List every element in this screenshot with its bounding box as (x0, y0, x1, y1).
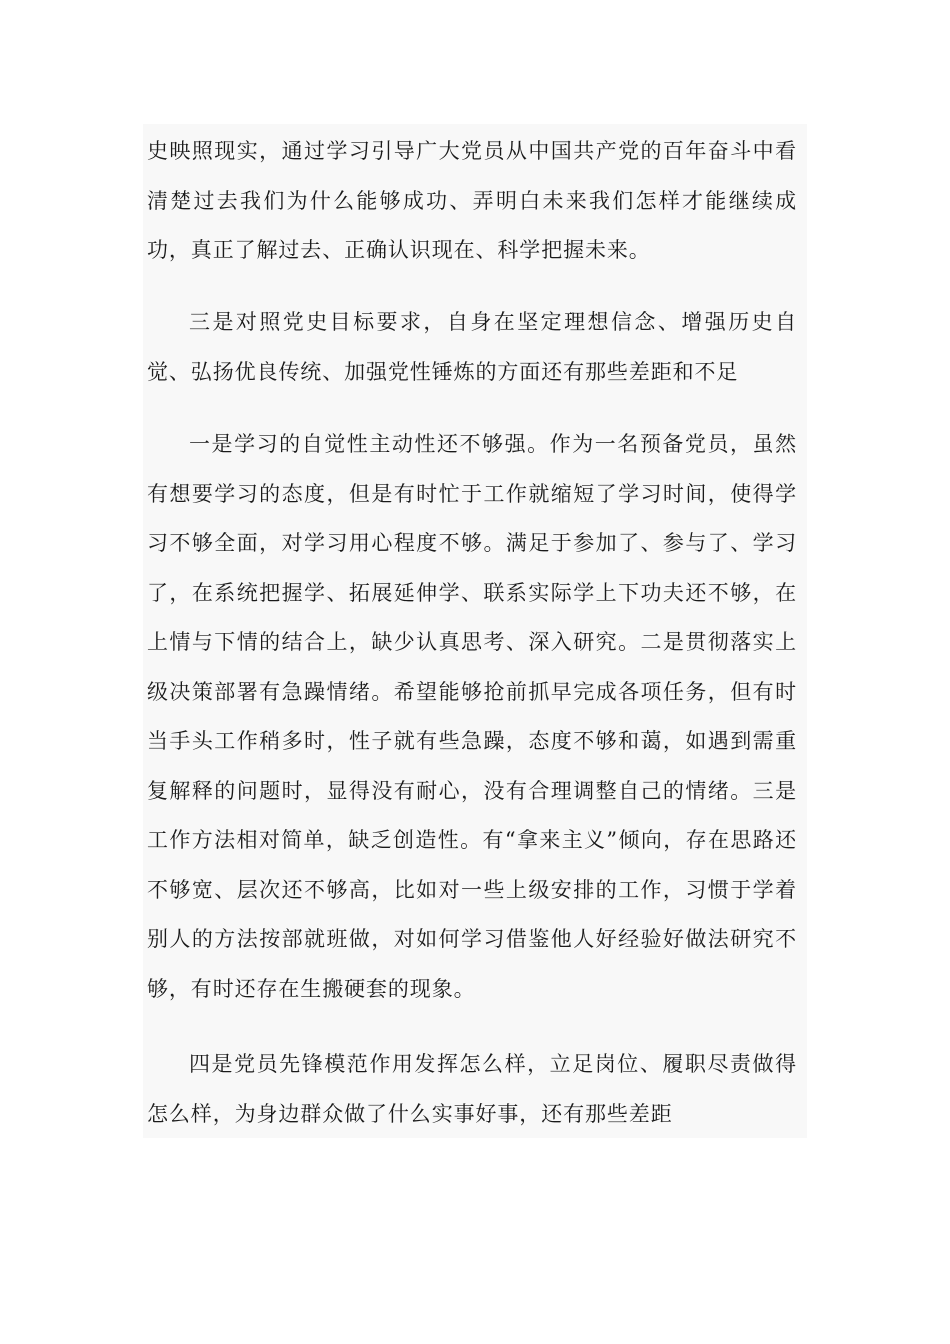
paragraph-1: 史映照现实，通过学习引导广大党员从中国共产党的百年奋斗中看清楚过去我们为什么能够成功、弄明白未来我们怎样才能继续成功，真正了解过去、正确认识现在、科学把握未来。 (147, 139, 797, 262)
paragraph-4: 四是党员先锋模范作用发挥怎么样，立足岗位、履职尽责做得怎么样，为身边群众做了什么实事好事，还有那些差距 (147, 1052, 797, 1126)
paragraph-3: 一是学习的自觉性主动性还不够强。作为一名预备党员，虽然有想要学习的态度，但是有时忙于工作就缩短了学习时间，使得学习不够全面，对学习用心程度不够。满足于参加了、参与了、学习了，在系统把握学、拓展延伸学、联系实际学上下功夫还不够，在上情与下情的结合上，缺少认真思考、深入研究。二是贯彻落实上级决策部署有急躁情绪。希望能够抢前抓早完成各项任务，但有时当手头工作稍多时，性子就有些急躁，态度不够和蔼，如遇到需重复解释的问题时，显得没有耐心，没有合理调整自己的情绪。三是工作方法相对简单，缺乏创造性。有“拿来主义”倾向，存在思路还不够宽、层次还不够高，比如对一些上级安排的工作，习惯于学着别人的方法按部就班做，对如何学习借鉴他人好经验好做法研究不够，有时还存在生搬硬套的现象。 (147, 432, 797, 1001)
paragraph-2: 三是对照党史目标要求，自身在坚定理想信念、增强历史自觉、弘扬优良传统、加强党性锤炼的方面还有那些差距和不足 (147, 310, 797, 384)
